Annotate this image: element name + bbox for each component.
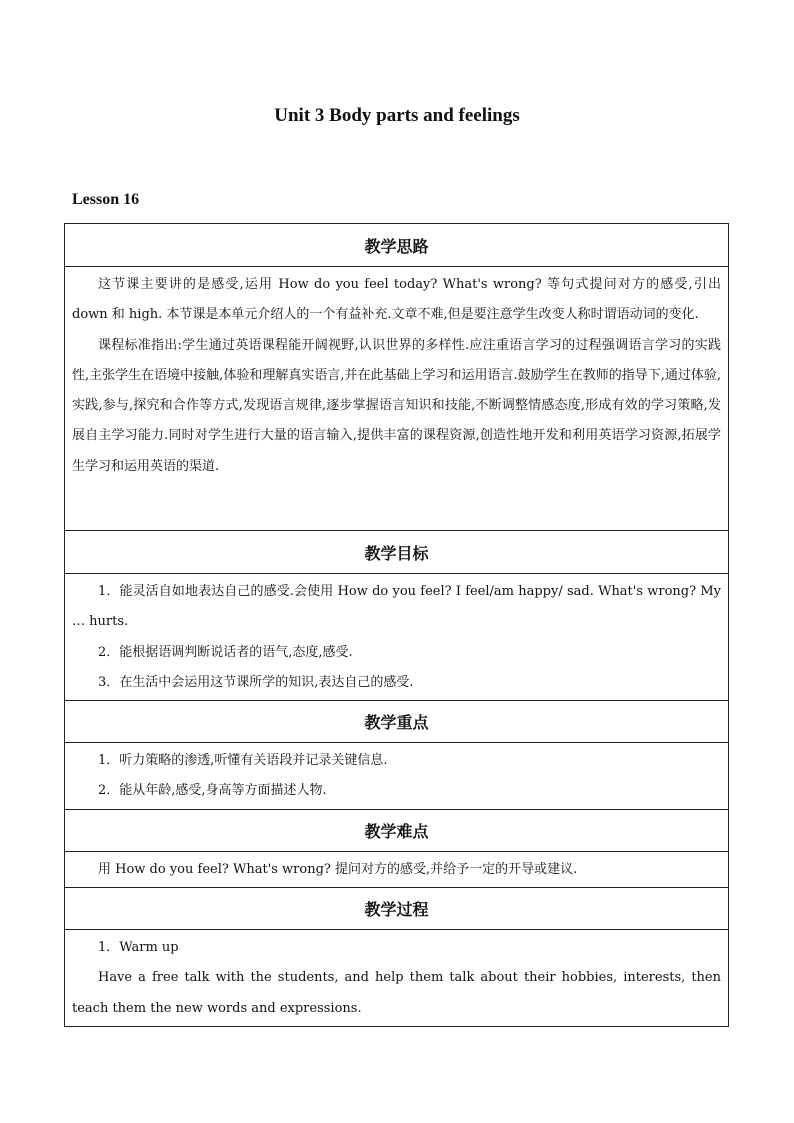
objectives-body-row bbox=[65, 574, 729, 701]
objectives-header-row bbox=[65, 531, 729, 574]
keypoint-item: 2．能从年龄,感受,身高等方面描述人物. bbox=[98, 783, 327, 799]
objectives-body bbox=[65, 574, 729, 701]
keypoints-heading: 教学重点 bbox=[65, 701, 729, 743]
keypoints-body-row bbox=[65, 743, 729, 810]
keypoints-body bbox=[65, 743, 729, 810]
process-body-row bbox=[65, 930, 729, 1027]
difficulties-heading: 教学难点 bbox=[65, 809, 729, 851]
objective-item: 3．在生活中会运用这节课所学的知识,表达自己的感受. bbox=[98, 674, 414, 690]
thinking-paragraph: 这节课主要讲的是感受,运用 How do you feel today? What's wrong? 等句式提问对方的感受,引出 down 和 high. 本节课是本单元介绍人的一个有益补充.文章不难,但是要注意学生改变人称时谓语动词的变化. bbox=[72, 277, 721, 323]
difficulties-body-row bbox=[65, 851, 729, 887]
thinking-paragraph: 课程标准指出:学生通过英语课程能开阔视野,认识世界的多样性.应注重语言学习的过程强调语言学习的实践性,主张学生在语境中接触,体验和理解真实语言,并在此基础上学习和运用语言.鼓励学生在教师的指导下,通过体验,实践,参与,探究和合作等方式,发现语言规律,逐步掌握语言知识和技能,不断调整情感态度,形成有效的学习策略,发展自主学习能力.同时对学生进行大量的语言输入,提供丰富的课程资源,创造性地开发和利用英语学习资源,拓展学生学习和运用英语的渠道. bbox=[72, 337, 721, 474]
process-header-row bbox=[65, 888, 729, 930]
process-heading: 教学过程 bbox=[65, 888, 729, 930]
process-body bbox=[65, 930, 729, 1027]
process-text: Have a free talk with the students, and help them talk about their hobbies, interests, then teach them the new words and expressions. bbox=[72, 970, 721, 1016]
difficulty-item: 用 How do you feel? What's wrong? 提问对方的感受,并给予一定的开导或建议. bbox=[98, 861, 578, 877]
difficulties-body bbox=[65, 851, 729, 887]
lesson-label: Lesson 16 bbox=[72, 191, 140, 208]
process-step: 1．Warm up bbox=[98, 940, 179, 956]
thinking-heading: 教学思路 bbox=[65, 224, 729, 267]
document-title: Unit 3 Body parts and feelings bbox=[274, 105, 520, 126]
objective-item: 2．能根据语调判断说话者的语气,态度,感受. bbox=[98, 644, 353, 660]
objectives-heading: 教学目标 bbox=[65, 531, 729, 574]
objective-item: 1．能灵活自如地表达自己的感受.会使用 How do you feel? I feel/am happy/ sad. What's wrong? My … hurts. bbox=[72, 584, 721, 630]
thinking-header-row bbox=[65, 224, 729, 267]
keypoint-item: 1．听力策略的渗透,听懂有关语段并记录关键信息. bbox=[98, 753, 388, 769]
lesson-plan-table bbox=[64, 223, 729, 1027]
keypoints-header-row bbox=[65, 701, 729, 743]
thinking-body-row bbox=[65, 267, 729, 531]
thinking-body bbox=[65, 267, 729, 531]
difficulties-header-row bbox=[65, 809, 729, 851]
